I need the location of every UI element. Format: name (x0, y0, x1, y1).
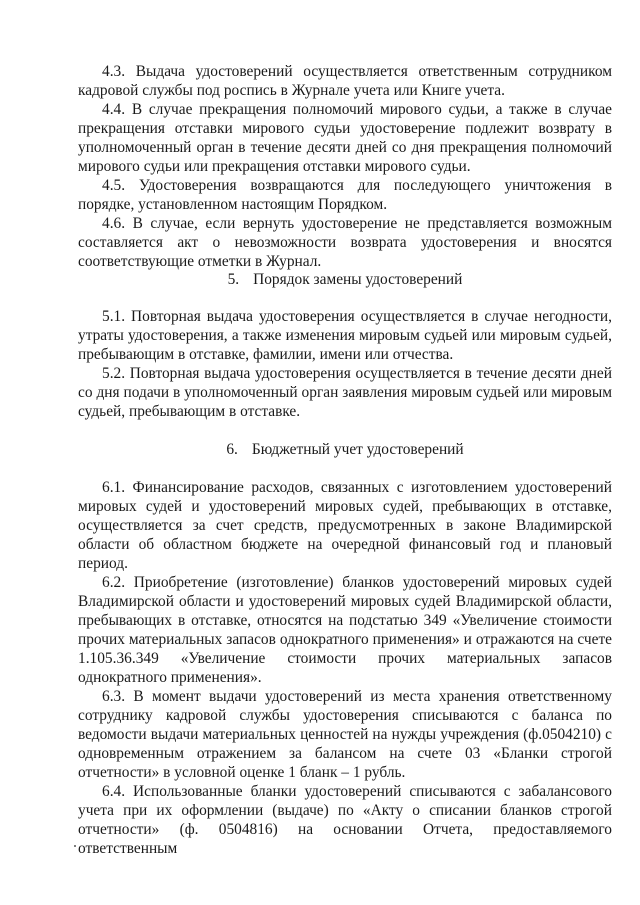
paragraph-6-1: 6.1. Финансирование расходов, связанных с изготовлением удостоверений мировых судей и удостоверений мировых судей, пребывающих в отставке, осуществляется за счет средств, предусмотренных в законе Владимирской области об областном бюджете на очередной финансовый год и плановый период. (78, 479, 612, 572)
section-6-number: 6. (226, 441, 238, 458)
paragraph-4-3: 4.3. Выдача удостоверений осуществляется ответственным сотрудником кадровой службы под роспись в Журнале учета или Книге учета. (78, 63, 612, 99)
paragraph-5-1: 5.1. Повторная выдача удостоверения осуществляется в случае негодности, утраты удостоверения, а также изменения мировым судьей или мировым судьей, пребывающим в отставке, фамилии, имени или отчества. (78, 308, 612, 363)
paragraph-4-5: 4.5. Удостоверения возвращаются для последующего уничтожения в порядке, установленном настоящим Порядком. (78, 177, 612, 213)
section-6-title: Бюджетный учет удостоверений (251, 441, 464, 458)
paragraph-6-3: 6.3. В момент выдачи удостоверений из места хранения ответственному сотруднику кадровой службы удостоверения списываются с баланса по ведомости выдачи материальных ценностей на нужды учреждения (ф.0504210) с одновременным отражением за балансом на счете 03 «Бланки строгой отчетности» в условной оценке 1 бланк – 1 рубль. (78, 688, 612, 781)
paragraph-6-4: 6.4. Использованные бланки удостоверений списываются с забалансового учета при их оформлении (выдаче) по «Акту о списании бланков строгой отчетности» (ф. 0504816) на основании Отчета, предоставляемого ответственным (78, 783, 612, 857)
scan-dot (74, 845, 76, 847)
paragraph-4-6: 4.6. В случае, если вернуть удостоверение не представляется возможным составляется акт о невозможности возврата удостоверения и вносятся соответствующие отметки в Журнал. (78, 215, 612, 270)
section-6-body (78, 478, 612, 858)
section-5-number: 5. (227, 271, 240, 288)
section-5-title: Порядок замены удостоверений (253, 271, 463, 288)
paragraph-4-4: 4.4. В случае прекращения полномочий мирового судьи, а также в случае прекращения отставки мирового судьи удостоверение подлежит возврату в уполномоченный орган в течение десяти дней со дня прекращения полномочий мирового судьи или прекращения отставки мирового судьи. (78, 101, 612, 175)
section-5-heading (78, 270, 612, 289)
paragraph-6-2: 6.2. Приобретение (изготовление) бланков удостоверений мировых судей Владимирской области и удостоверений мировых судей Владимирской области, пребывающих в отставке, относятся на подстатью 349 «Увеличение стоимости прочих материальных запасов однократного применения» и отражаются на счете 1.105.36.349 «Увеличение стоимости прочих материальных запасов однократного применения». (78, 574, 612, 686)
section-4-continued (78, 62, 612, 271)
section-5-body (78, 307, 612, 421)
section-6-heading (78, 440, 612, 459)
paragraph-5-2: 5.2. Повторная выдача удостоверения осуществляется в течение десяти дней со дня подачи в уполномоченный орган заявления мировым судьей или мировым судьей, пребывающим в отставке. (78, 365, 612, 420)
